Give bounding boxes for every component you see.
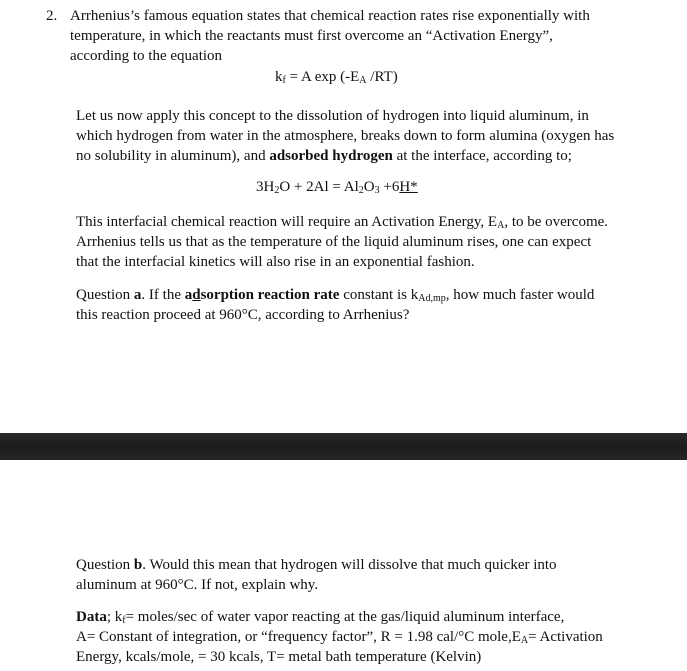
- data-line: A= Constant of integration, or “frequency factor”, R = 1.98 cal/°C $mole,E_A=$ Activation: [76, 629, 603, 646]
- question-b-line: Question b. Would this mean that hydrogen will dissolve that much quicker into: [76, 557, 557, 573]
- reaction-equation: $3H_2O + 2Al = Al_2O_3 +6H*$: [256, 179, 418, 196]
- intro-line: Arrhenius’s famous equation states that chemical reaction rates rise exponentially with: [70, 8, 590, 24]
- intro-line: according to the equation: [70, 48, 223, 64]
- question-a-line: this reaction proceed at 960°C, according to Arrhenius?: [76, 307, 410, 323]
- question-a-line: Question a. If the adsorption reaction rate constant is $k_{Ad,mp}$, how much faster would: [76, 287, 595, 304]
- data-line: Energy, kcals/mole, = 30 kcals, T= metal bath temperature (Kelvin): [76, 649, 482, 665]
- paragraph-line: no solubility in aluminum), and adsorbed hydrogen at the interface, according to;: [76, 148, 572, 164]
- dark-divider-band: [0, 433, 687, 460]
- hydrogen-paragraph: [76, 106, 614, 166]
- question-a: [76, 285, 594, 325]
- paragraph-line: Let us now apply this concept to the dissolution of hydrogen into liquid aluminum, in: [76, 108, 589, 124]
- adsorbed-hydrogen-term: adsorbed hydrogen: [269, 148, 393, 164]
- arrhenius-equation: $k_f = A$ $\exp (-E_A$ /RT): [275, 69, 398, 86]
- question-number: 2.: [46, 8, 58, 24]
- intro-line: temperature, in which the reactants must first overcome an “Activation Energy”,: [70, 28, 553, 44]
- paragraph-line: This interfacial chemical reaction will require an Activation Energy, $E_A$, to be overcome.: [76, 214, 609, 231]
- data-paragraph: [76, 607, 603, 667]
- paragraph-line: which hydrogen from water in the atmosphere, breaks down to form alumina (oxygen has: [76, 128, 615, 144]
- paragraph-line: that the interfacial kinetics will also rise in an exponential fashion.: [76, 254, 475, 270]
- activation-energy-paragraph: [76, 212, 608, 272]
- intro-paragraph: [70, 6, 590, 66]
- question-b-line: aluminum at 960°C. If not, explain why.: [76, 577, 319, 593]
- paragraph-line: Arrhenius tells us that as the temperature of the liquid aluminum rises, one can expect: [76, 234, 592, 250]
- adsorbed-hydrogen-symbol: H*: [399, 179, 418, 195]
- question-b: [76, 555, 557, 595]
- data-label: Data: [76, 609, 107, 625]
- data-line: Data; $k_f=$ moles/sec of water vapor reacting at the gas/liquid aluminum interface,: [76, 609, 565, 626]
